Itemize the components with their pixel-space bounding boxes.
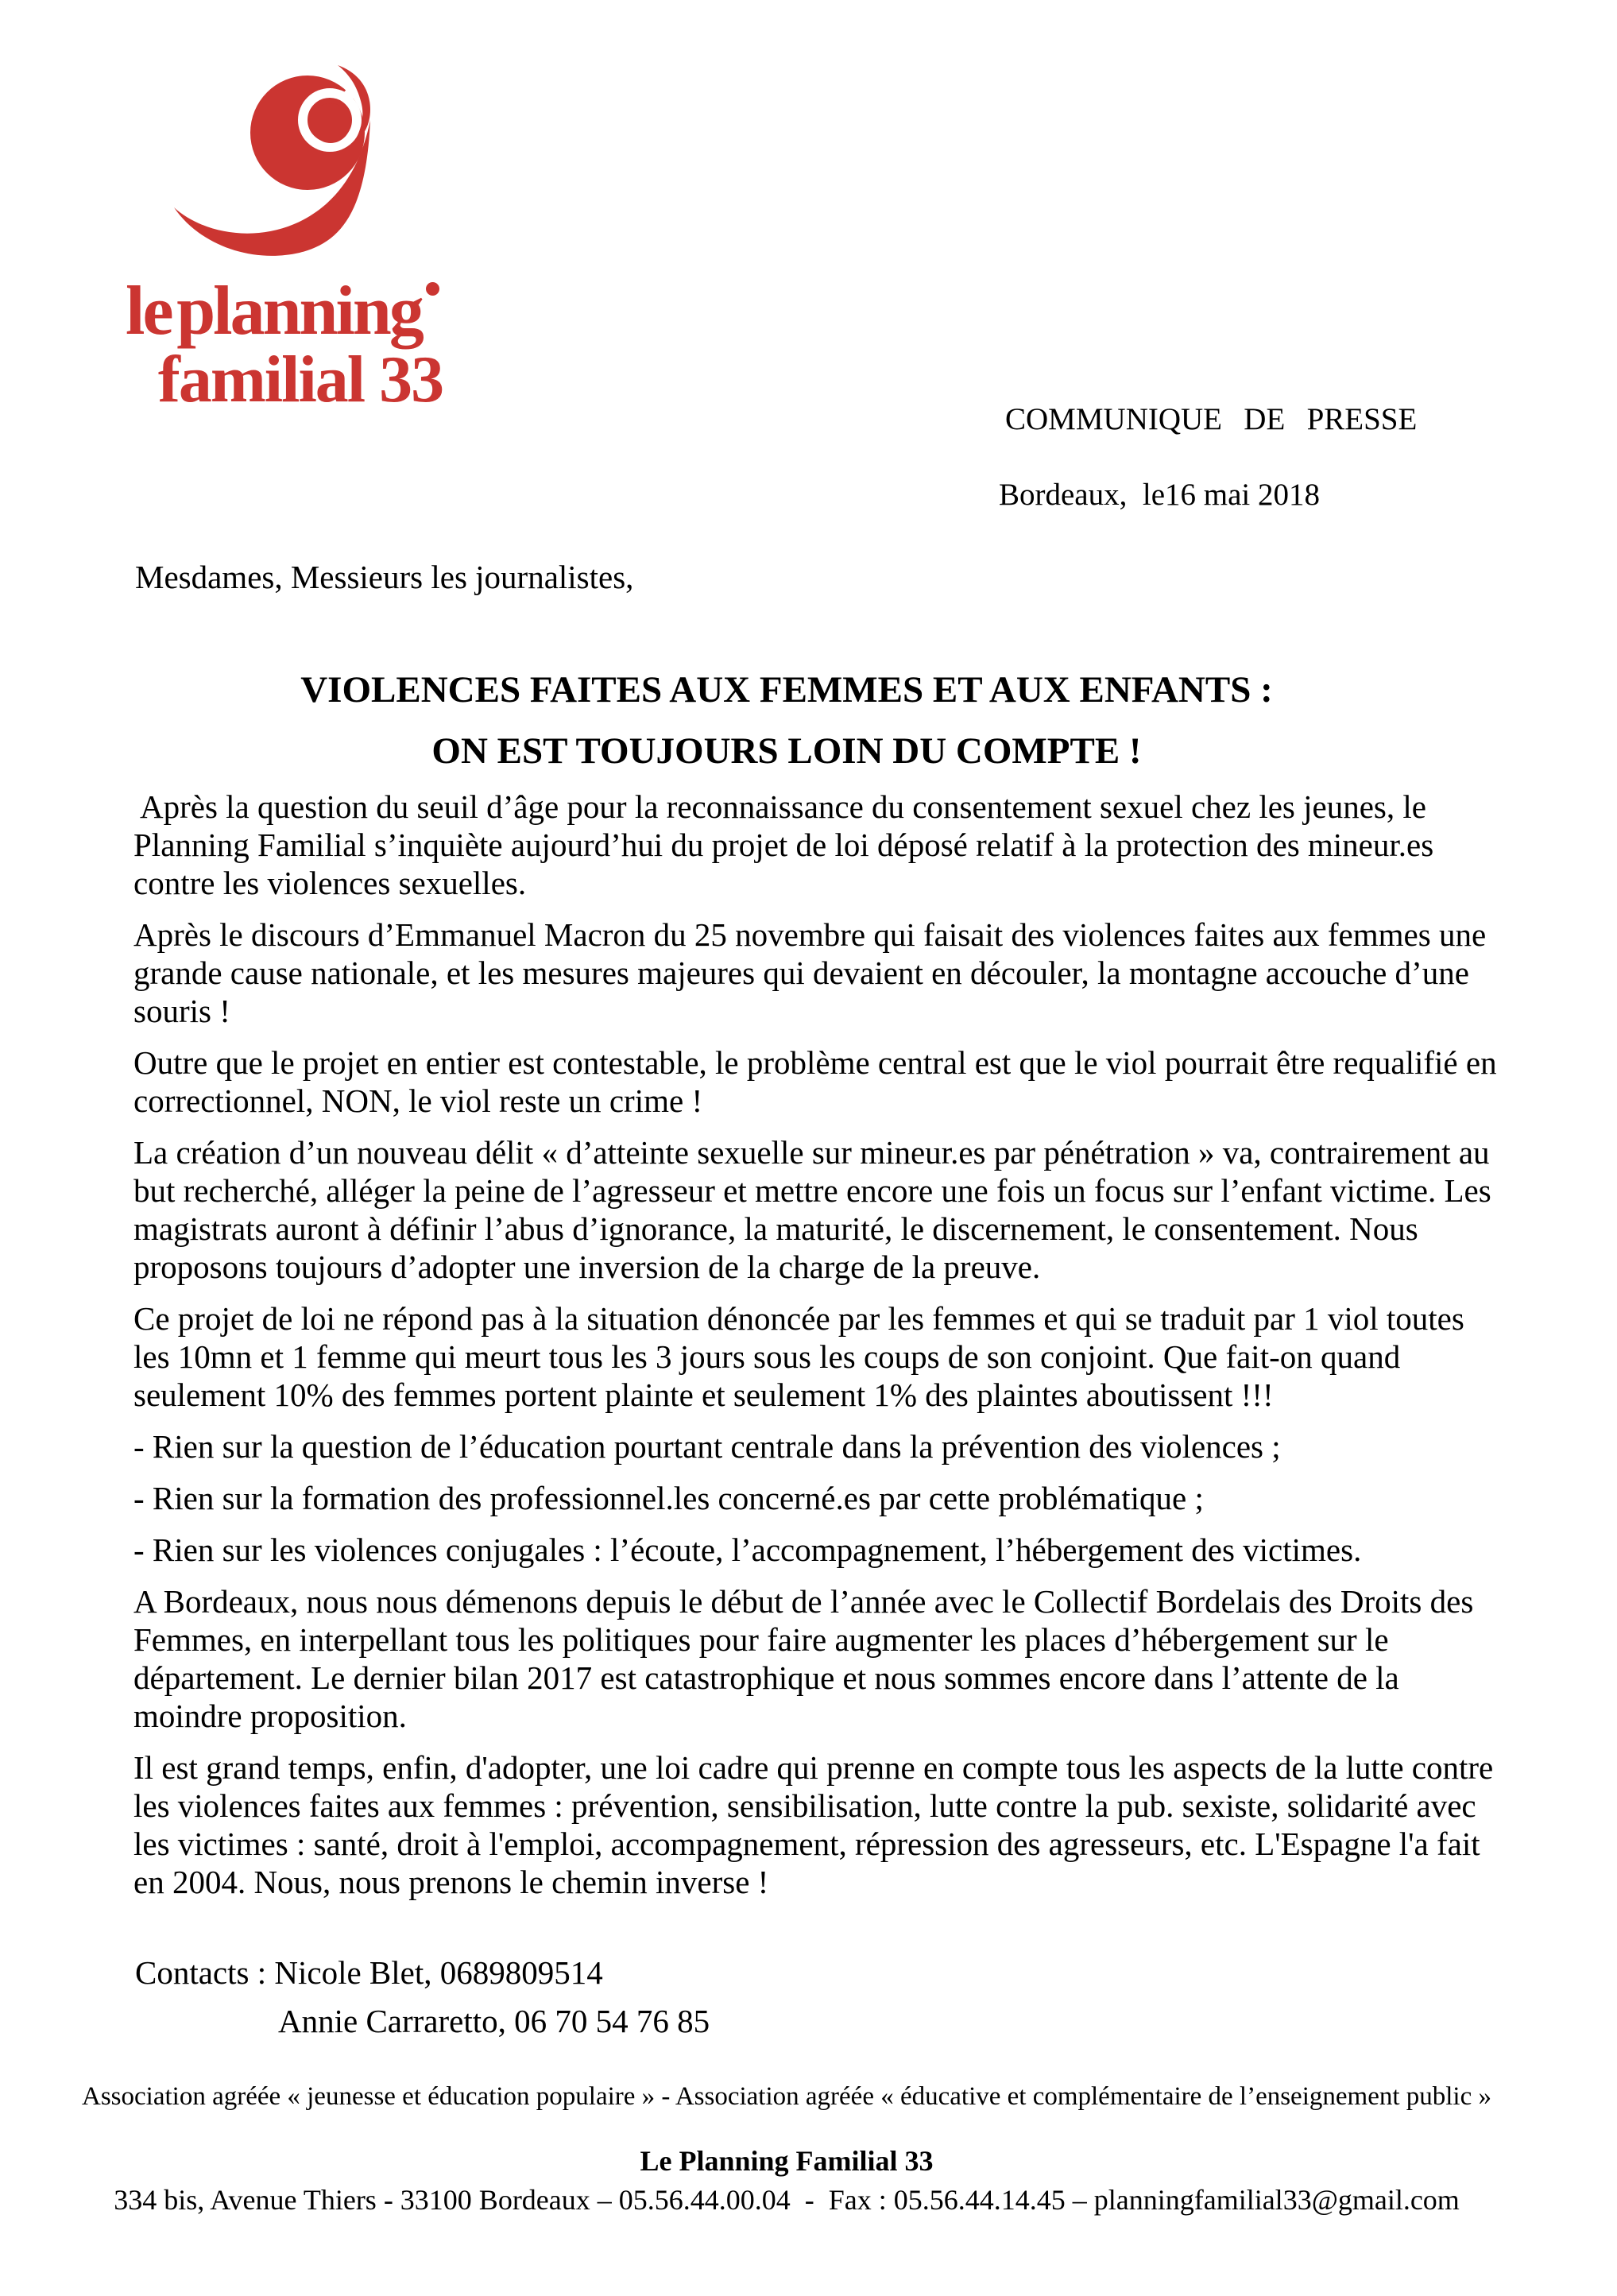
title-line-1: VIOLENCES FAITES AUX FEMMES ET AUX ENFANTS : [300, 669, 1273, 710]
logo-dot-icon [426, 282, 439, 296]
contacts-block [135, 1949, 710, 2046]
paragraph: Outre que le projet en entier est contestable, le problème central est que le viol pourrait être requalifié en correctionnel, NON, le viol reste un crime ! [133, 1044, 1497, 1119]
salutation: Mesdames, Messieurs les journalistes, [135, 559, 634, 595]
paragraph: Ce projet de loi ne répond pas à la situation dénoncée par les femmes et qui se traduit par 1 viol toutes les 10mn et 1 femme qui meurt tous les 3 jours sous les coups de son conjoint. Que fait-on quand seulement 10% des femmes portent plainte et seulement 1% des plaintes aboutissent !!! [133, 1300, 1464, 1413]
footer-accreditation: Association agréée « jeunesse et éducation populaire » - Association agréée « éducative et complémentaire de l’enseignement public » [82, 2082, 1491, 2111]
paragraph: Il est grand temps, enfin, d'adopter, une loi cadre qui prenne en compte tous les aspects de la lutte contre les violences faites aux femmes : prévention, sensibilisation, lutte contre la pub. sexiste, solidarité avec les victimes : santé, droit à l'emploi, accompagnement, répression des agresseurs, etc. L'Espagne l'a fait en 2004. Nous, nous prenons le chemin inverse ! [133, 1749, 1494, 1900]
contact-line-1: Contacts : Nicole Blet, 0689809514 [135, 1954, 603, 1991]
logo-wordmark-line2: familial 33 [157, 343, 443, 416]
bullet-line: - Rien sur les violences conjugales : l’écoute, l’accompagnement, l’hébergement des victimes. [133, 1531, 1362, 1568]
body-text [133, 788, 1507, 1915]
paragraph: Après la question du seuil d’âge pour la reconnaissance du consentement sexuel chez les jeunes, le Planning Familial s’inquiète aujourd’hui du projet de loi déposé relatif à la protection des mineur.es contre les violences sexuelles. [133, 788, 1434, 901]
dateline: Bordeaux, le16 mai 2018 [999, 478, 1320, 512]
logo-text-le-planning: le planning [126, 273, 422, 350]
bullet-line: - Rien sur la formation des professionnel.les concerné.es par cette problématique ; [133, 1480, 1204, 1516]
title-line-2: ON EST TOUJOURS LOIN DU COMPTE ! [431, 730, 1142, 772]
logo-wordmark-line1 [126, 273, 475, 350]
bullet-line: - Rien sur la question de l’éducation pourtant centrale dans la prévention des violences ; [133, 1428, 1281, 1465]
paragraph: Après le discours d’Emmanuel Macron du 25 novembre qui faisait des violences faites aux femmes une grande cause nationale, et les mesures majeures qui devaient en découler, la montagne accouche d’une souris ! [133, 916, 1487, 1029]
press-release-kicker: COMMUNIQUE DE PRESSE [1005, 402, 1418, 436]
paragraph: La création d’un nouveau délit « d’atteinte sexuelle sur mineur.es par pénétration » va, contrairement au but recherché, alléger la peine de l’agresseur et mettre encore une fois un focus sur l’enfant victime. Les magistrats auront à définir l’abus d’ignorance, la maturité, le discernement, le consentement. Nous proposons toujours d’adopter une inversion de la charge de la preuve. [133, 1134, 1491, 1285]
planning-familial-swirl-icon [155, 44, 385, 274]
document-title [111, 669, 1462, 772]
contact-line-2: Annie Carraretto, 06 70 54 76 85 [278, 2003, 710, 2039]
paragraph: A Bordeaux, nous nous démenons depuis le début de l’année avec le Collectif Bordelais des Droits des Femmes, en interpellant tous les politiques pour faire augmenter les places d’hébergement sur le département. Le dernier bilan 2017 est catastrophique et nous sommes encore dans l’attente de la moindre proposition. [133, 1583, 1474, 1734]
footer-org-name: Le Planning Familial 33 [640, 2145, 934, 2177]
footer-address: 334 bis, Avenue Thiers - 33100 Bordeaux – 05.56.44.00.04 - Fax : 05.56.44.14.45 – planningfamilial33@gmail.com [114, 2184, 1460, 2216]
